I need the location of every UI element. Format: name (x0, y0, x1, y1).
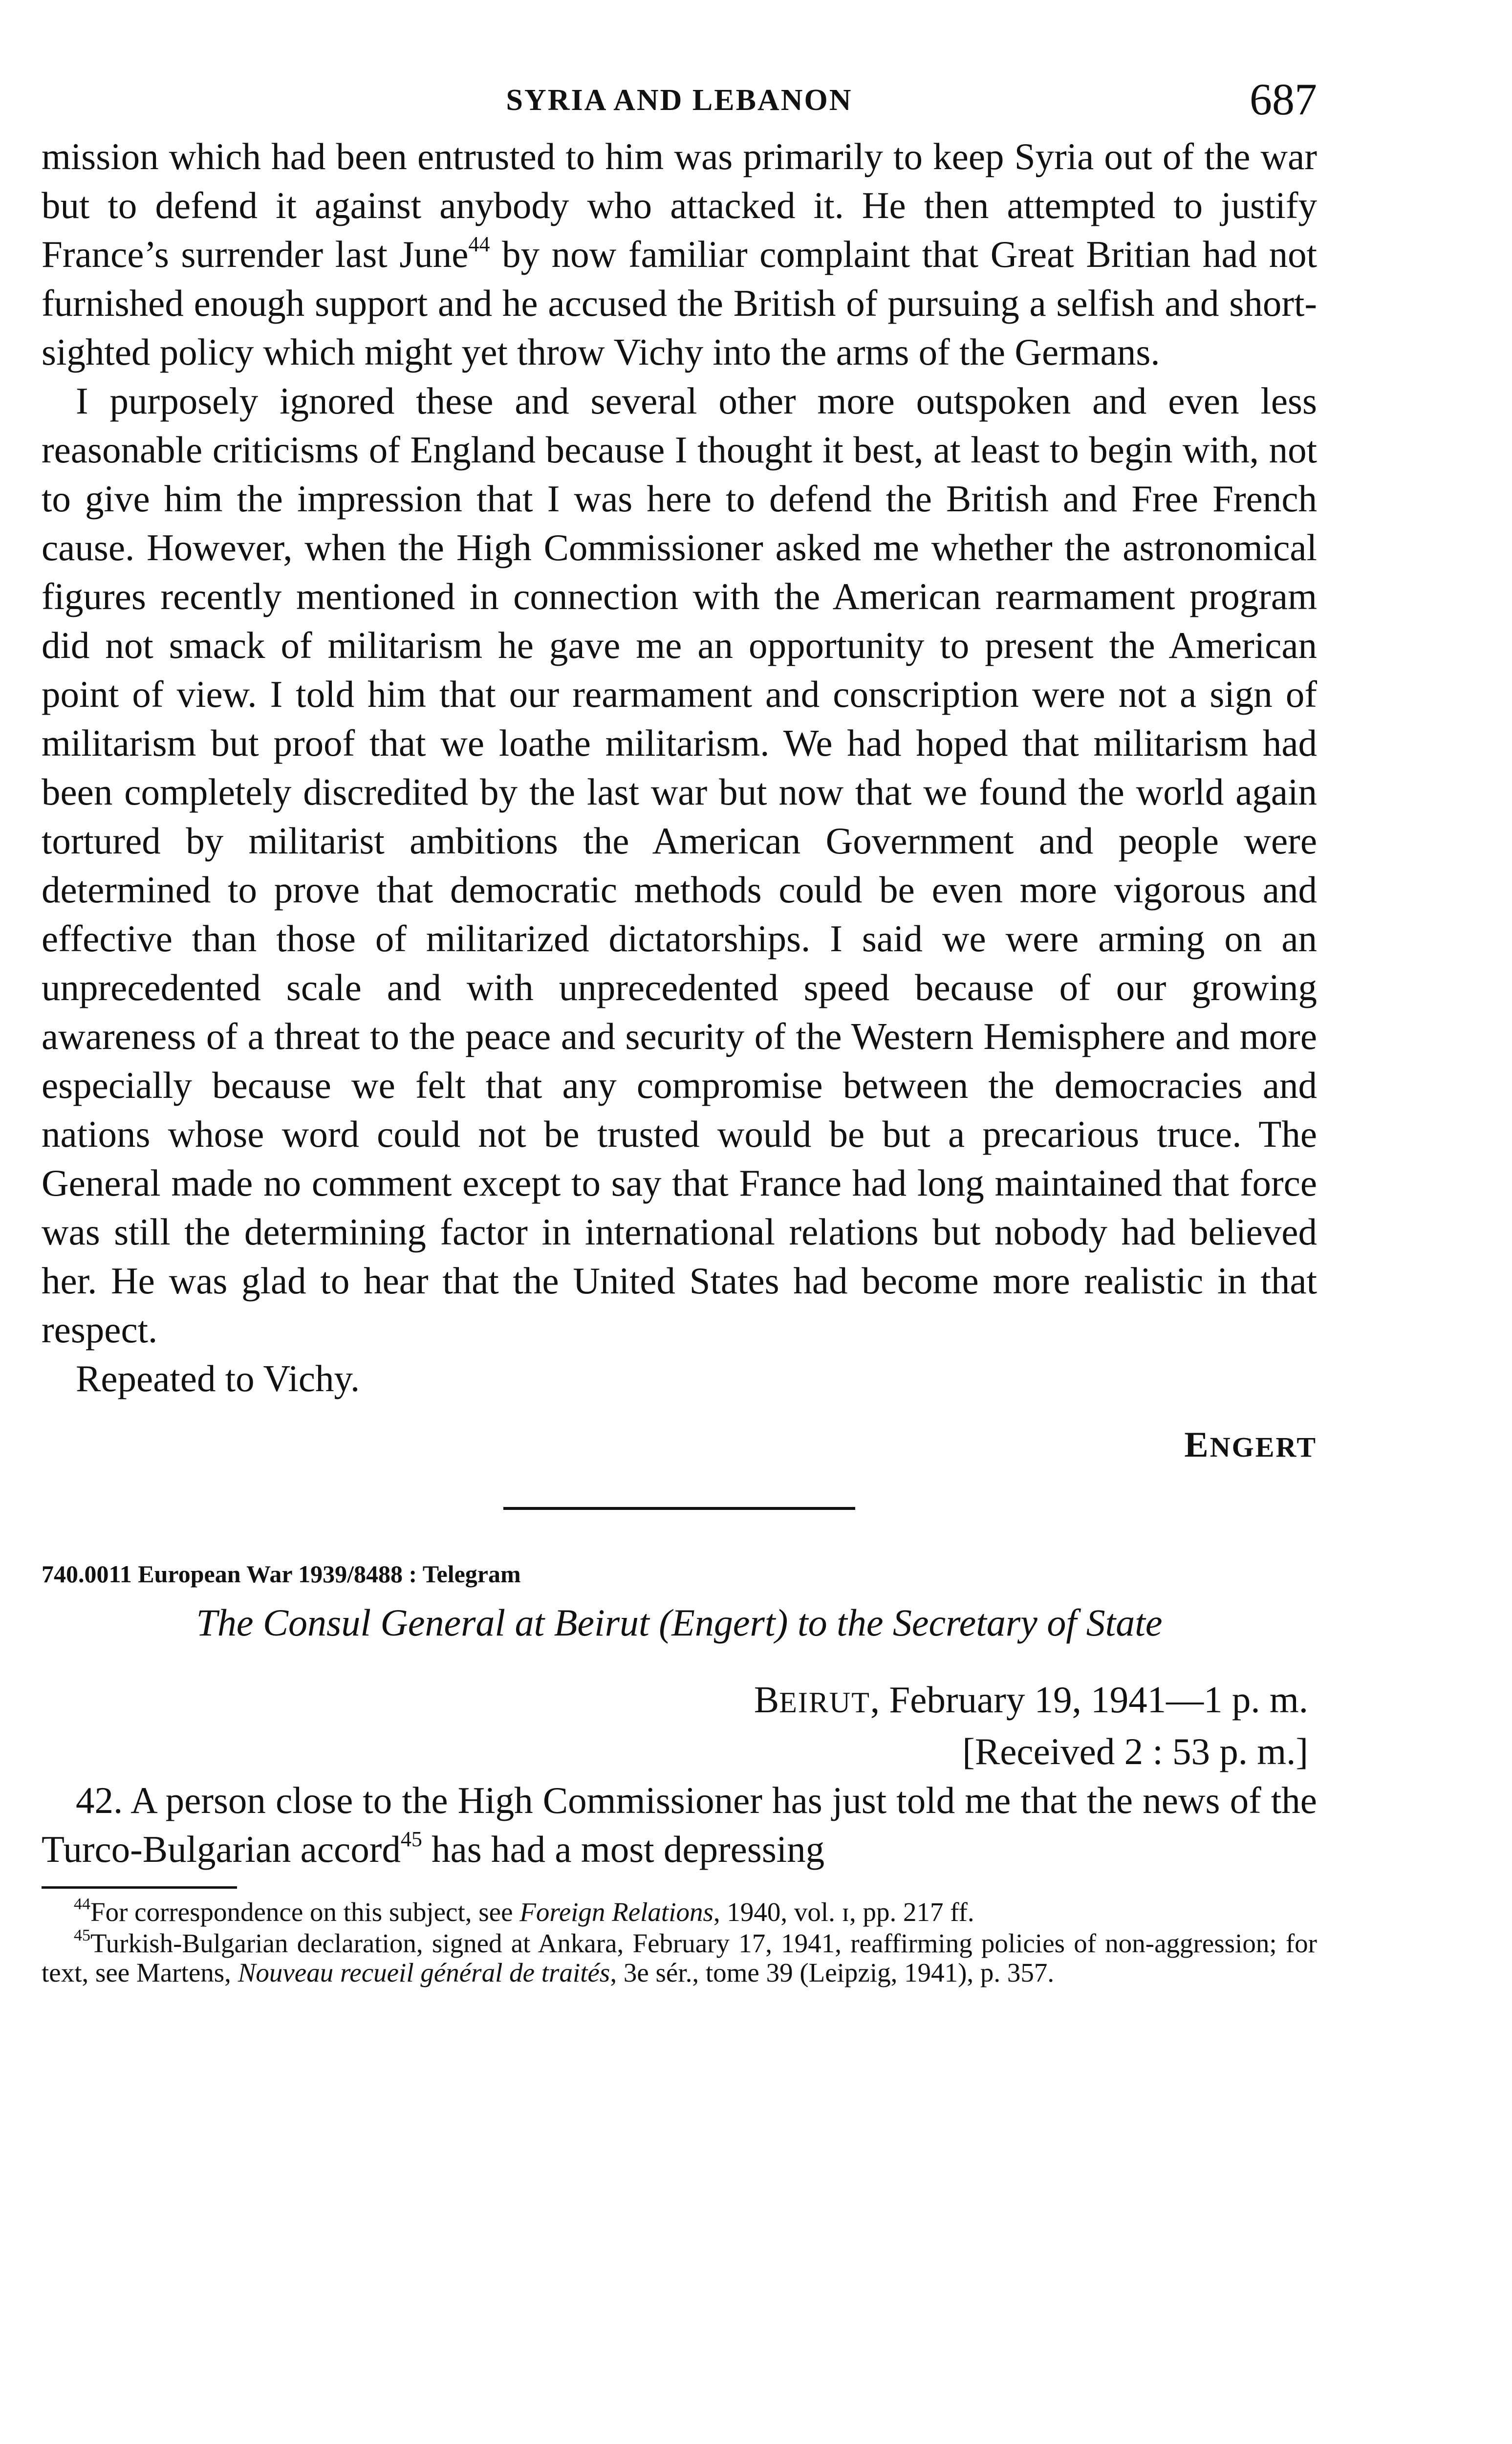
body-text (42, 132, 1317, 1403)
footnote-text: , 1940, vol. ɪ, pp. 217 ff. (713, 1897, 974, 1927)
footnote-45 (42, 1926, 1317, 1987)
footnote-italic-title: Nouveau recueil général de traités (238, 1958, 610, 1987)
footnote-reference-45: 45 (400, 1827, 422, 1851)
footnote-text: For correspondence on this subject, see (90, 1897, 520, 1927)
telegram-body (42, 1776, 1317, 1874)
running-head (42, 73, 1317, 132)
footnote-rule (42, 1886, 237, 1889)
paragraph-text: by now familiar complaint that Great Britian had not furnished enough support and he accused the British of pursuing a selfish and short-sighted policy which might yet throw Vichy into the arms of the Germans. (42, 233, 1317, 373)
footnotes (42, 1895, 1317, 1987)
footnote-mark: 45 (74, 1926, 90, 1944)
document-heading: The Consul General at Beirut (Engert) to the Secretary of State (196, 1601, 1163, 1644)
paragraph-42 (42, 1776, 1317, 1874)
paragraph-text: 42. A person close to the High Commissioner has just told me that the news of the Turco-Bulgarian accord (42, 1779, 1317, 1870)
file-code: 740.0011 European War 1939/8488 : Telegram (42, 1560, 521, 1588)
received-time: [Received 2 : 53 p. m.] (962, 1730, 1308, 1772)
signature-initial: E (1184, 1425, 1210, 1465)
dateline-place-initial: B (754, 1679, 779, 1721)
paragraph-continuation (42, 132, 1317, 376)
paragraph-criticisms: I purposely ignored these and several other more outspoken and even less reasonable criticisms of England because I thought it best, at least to begin with, not to give him the impression that I was here to defend the British and Free French cause. However, when the High Commissioner asked me whether the astronomical figures recently mentioned in connection with the American rearmament program did not smack of militarism he gave me an opportunity to present the American point of view. I told him that our rearmament and conscription were not a sign of militarism but proof that we loathe militarism. We had hoped that militarism had been completely discredited by the last war but now that we found the world again tortured by militarist ambitions the American Government and people were determined to prove that democratic methods could be even more vigorous and effective than those of militarized dictatorships. I said we were arming on an unprecedented scale and with unprecedented speed because of our growing awareness of a threat to the peace and security of the Western Hemisphere and more especially because we felt that any compromise between the democracies and nations whose word could not be trusted would be but a precarious truce. The General made no comment except to say that France had long maintained that force was still the determining factor in international relations but nobody had believed her. He was glad to hear that the United States had become more realistic in that respect. (42, 380, 1317, 1351)
running-title: SYRIA AND LEBANON (506, 84, 853, 117)
dateline (42, 1675, 1317, 1776)
dateline-date: , February 19, 1941—1 p. m. (870, 1679, 1308, 1721)
footnote-text: , 3e sér., tome 39 (Leipzig, 1941), p. 357. (610, 1958, 1055, 1987)
dateline-place-rest: EIRUT (779, 1686, 870, 1719)
section-separator (503, 1507, 855, 1510)
signature (42, 1420, 1317, 1472)
paragraph-text: has had a most depressing (422, 1828, 825, 1870)
footnote-44 (42, 1895, 1317, 1927)
page-number: 687 (1250, 74, 1317, 124)
footnote-text: Turkish-Bulgarian declaration, signed at Ankara, February 17, 1941, reaffirming policies of non-aggression; for text, see Martens, (42, 1928, 1317, 1987)
footnote-italic-title: Foreign Relations (519, 1897, 713, 1927)
paragraph-repeated: Repeated to Vichy. (76, 1357, 360, 1399)
signature-rest: NGERT (1210, 1431, 1317, 1463)
paragraph-text: mission which had been entrusted to him was primarily to keep Syria out of the war but to defend it against anybody who attacked it. He then attempted to justify France’s surrender last June (42, 135, 1317, 275)
document-page (42, 73, 1317, 1989)
footnote-mark: 44 (74, 1895, 90, 1913)
footnote-reference-44: 44 (468, 232, 490, 256)
